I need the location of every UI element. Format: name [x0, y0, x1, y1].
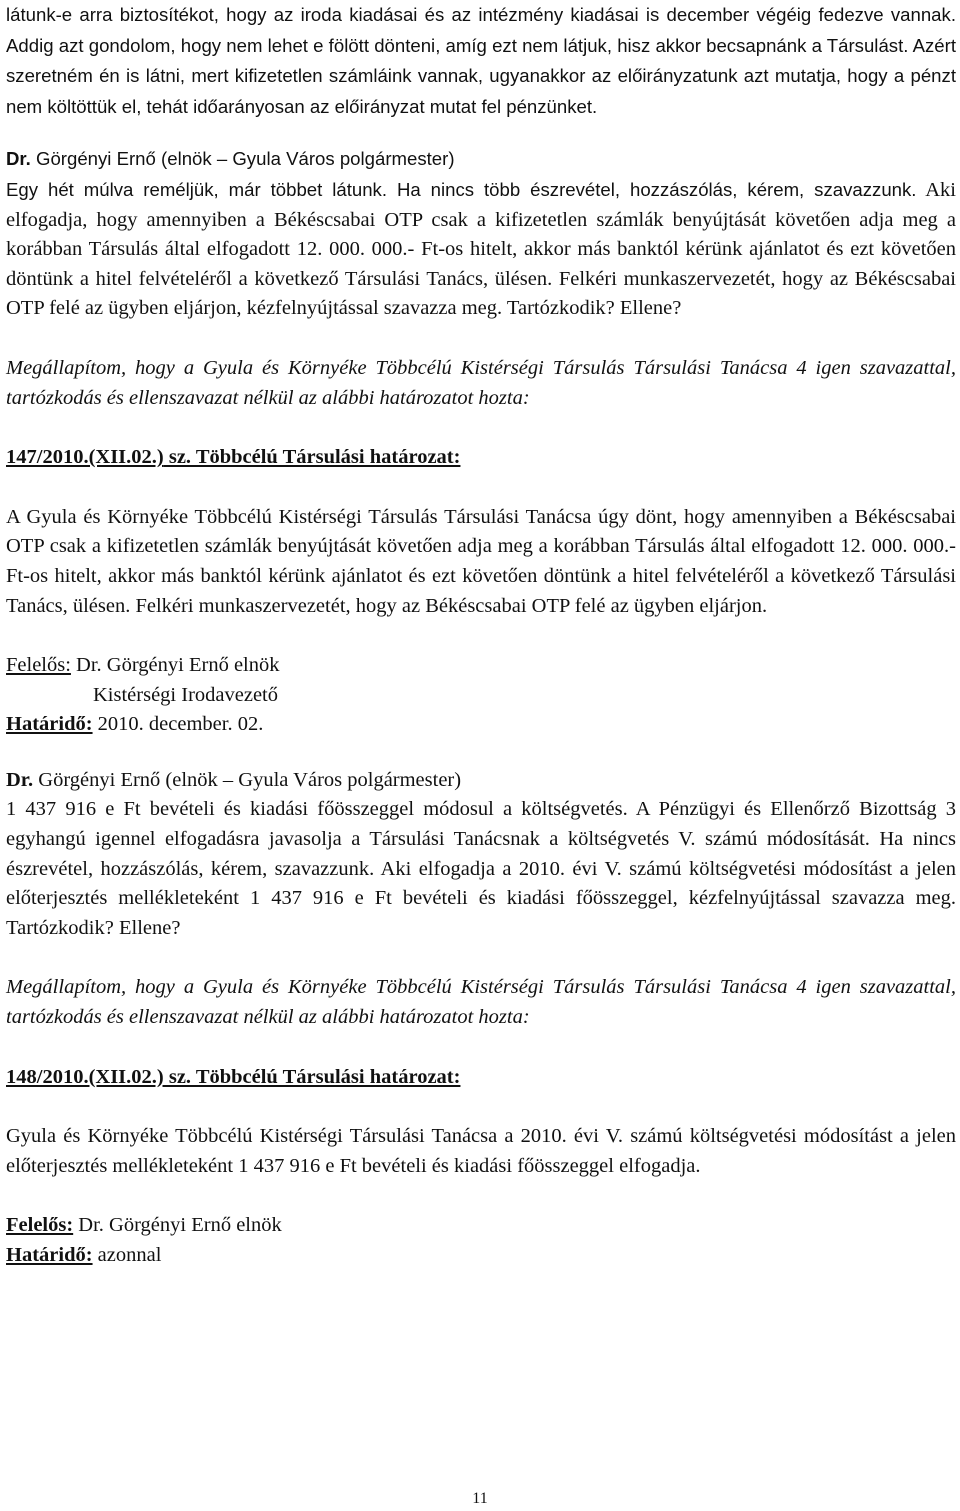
resolution-148-meta — [6, 1211, 956, 1270]
speaker-text-1a: Egy hét múlva reméljük, már többet látunk. — [6, 178, 388, 200]
resolution-148-heading: 148/2010.(XII.02.) sz. Többcélú Társulási határozat: — [6, 1065, 461, 1088]
hatarido-label-147: Határidő: — [6, 713, 93, 736]
felelos-label-148: Felelős: — [6, 1214, 74, 1237]
speaker-dr-2: Dr. — [6, 768, 34, 791]
felelos-value-147: Dr. Görgényi Ernő elnök — [70, 654, 280, 677]
speaker-text-2: 1 437 916 e Ft bevételi és kiadási főösszeggel módosul a költségvetés. A Pénzügyi és Ellenőrző Bizottság 3 egyhangú igennel elfogadásra javasolja a Társulási Tanácsnak a költségvetés V. számú módosítását. Ha nincs észrevétel, hozzászólás, kérem, szavazzunk. Aki elfogadja a 2010. évi V. számú költségvetési módosítást a jelen előterjesztés mellékleteként 1 437 916 e Ft bevételi és kiadási főösszeggel, kézfelnyújtással szavazza meg. Tartózkodik? Ellene? — [6, 798, 956, 939]
speaker-block-1 — [6, 144, 956, 324]
page-number: 11 — [472, 1490, 488, 1507]
resolution-147-body: A Gyula és Környéke Többcélú Kistérségi Társulás Társulási Tanácsa úgy dönt, hogy amennyiben a Békéscsabai OTP csak a kifizetetlen számlák benyújtását követően adja meg a korábban Társulás által elfogadott 12. 000. 000.- Ft-os hitelt, akkor más banktól kérünk ajánlatot és ezt követően döntünk a hitel felvételéről a következő Társulási Tanács, ülésen. Felkéri munkaszervezetét, hogy az Békéscsabai OTP felé az ügyben eljárjon. — [6, 505, 956, 617]
felelos-value2-147: Kistérségi Irodavezető — [93, 683, 278, 706]
hatarido-label-148: Határidő: — [6, 1244, 93, 1266]
speaker-text-1b: Ha nincs több észrevétel, hozzászólás, kérem, szavazzunk. — [387, 178, 917, 200]
speaker-text-1c: Aki elfogadja, hogy amennyiben a Békéscsabai OTP csak a kifizetetlen számlák benyújtását követően adja meg a korábban Társulás által elfogadott 12. 000. 000.- Ft-os hitelt, akkor más banktól kérünk ajánlatot és ezt követően döntünk a hitel felvételéről a következő Társulási Tanács, ülésen. — [6, 178, 956, 290]
resolution-147-number: 147/2010.(XII.02.) — [6, 446, 164, 469]
finding-1: Megállapítom, hogy a Gyula és Környéke Többcélú Kistérségi Társulás Társulási Tanácsa 4 igen szavazattal, tartózkodás és ellenszavazat nélkül az alábbi határozatot hozta: — [6, 356, 956, 409]
resolution-147-meta — [6, 651, 956, 740]
finding-2: Megállapítom, hogy a Gyula és Környéke Többcélú Kistérségi Társulás Társulási Tanácsa 4 igen szavazattal, tartózkodás és ellenszavazat nélkül az alábbi határozatot hozta: — [6, 976, 956, 1029]
hatarido-value-148: azonnal — [92, 1244, 162, 1266]
speaker-name-2: Görgényi Ernő (elnök – Gyula Város polgármester) — [33, 768, 462, 791]
document-page — [6, 0, 956, 1271]
felelos-value-148: Dr. Görgényi Ernő elnök — [73, 1214, 282, 1237]
resolution-147-heading — [6, 443, 956, 473]
paragraph-intro-sans: látunk-e arra biztosítékot, hogy az iroda kiadásai és az intézmény kiadásai is december végéig fedezve vannak. Addig azt gondolom, hogy nem lehet e fölött dönteni, amíg ezt nem látjuk, hisz akkor becsapnánk a Társulást. — [6, 4, 956, 56]
paragraph-intro — [6, 0, 956, 122]
speaker-block-2 — [6, 766, 956, 944]
speaker-name-1: Görgényi Ernő (elnök – Gyula Város polgármester) — [30, 148, 455, 170]
felelos-label-147: Felelős: — [6, 654, 71, 677]
resolution-147-title: sz. Többcélú Társulási határozat: — [163, 446, 461, 469]
speaker-text-1d: Felkéri munkaszervezetét, hogy az Békéscsabai OTP felé az ügyben eljárjon, kézfelnyújtással szavazza meg. Tartózkodik? Ellene? — [6, 267, 956, 320]
resolution-148-body: Gyula és Környéke Többcélú Kistérségi Társulási Tanácsa a 2010. évi V. számú költségvetési módosítást a jelen előterjesztés mellékleteként 1 437 916 e Ft bevételi és kiadási főösszeggel elfogadja. — [6, 1125, 956, 1177]
hatarido-value-147: 2010. december. 02. — [92, 713, 264, 736]
speaker-dr-1: Dr. — [6, 148, 31, 170]
paragraph-intro-rest: Azért szeretném én is látni, mert kifizetetlen számláink vannak, ugyanakkor az előirányzatunk azt mutatja, hogy a pénzt nem költöttük el, tehát időarányosan az előirányzat mutat fel pénzünket. — [6, 34, 956, 117]
